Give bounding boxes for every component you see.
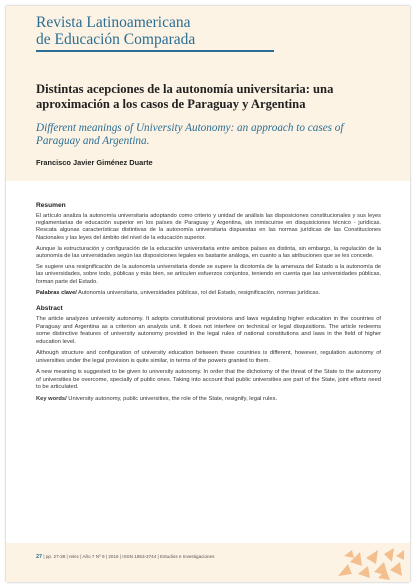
abstract-paragraph-1: The article analyzes university autonomy. It adopts constitutional provisions and laws regulating higher education in the countries of Paraguay and Argentina as a criterion an analysis unit. It does not interfere on technical or legal disquisitions. The article redeems some distinctive features of university autonomy provided in the legal rules of national constitutions and laws in the field of higher education level.	[36, 316, 381, 345]
article-title-en: Different meanings of University Autonomy: an approach to cases of Paraguay and Argentina.	[36, 122, 344, 147]
journal-page	[6, 6, 410, 582]
journal-divider	[36, 50, 274, 52]
resumen-heading: Resumen	[36, 202, 66, 209]
abstract-keywords-label: Key words/	[36, 395, 67, 402]
article-body	[36, 202, 381, 407]
abstract-keywords	[36, 396, 381, 404]
journal-name	[36, 14, 195, 48]
resumen-keywords-label: Palabras clave/	[36, 289, 77, 296]
abstract-keywords-text: University autonomy, public universities, the role of the State, resignify, legal rules.	[66, 395, 278, 402]
journal-name-line-2: de Educación Comparada	[36, 31, 196, 48]
page-footer	[36, 554, 214, 560]
resumen-keywords	[36, 290, 381, 297]
citation-line: | pp. 27-38 | relec | Año 7 Nº 9 | 2016 | ISSN 1853-3744 | Estudios e Investigaciones	[42, 554, 215, 559]
decorative-pattern-icon	[332, 544, 406, 580]
journal-name-line-1: Revista Latinoamericana	[36, 14, 191, 31]
resumen-paragraph-1: El artículo analiza la autonomía universitaria adoptando como criterio y unidad de análisis las disposiciones constitucionales y sus leyes reglamentarias de educación superior en los países de Paraguay y Argentina, sin inmiscuirse en disquisiciones técnico - jurídicas. Rescata algunas características distintivas de la autonomía universitaria dispuestas en las normas jurídicas de las Constituciones Nacionales y las leyes del ámbito del nivel de la educación superior.	[36, 213, 381, 241]
page-number: 27	[36, 554, 43, 560]
resumen-paragraph-2: Aunque la estructuración y configuración de la educación universitaria entre ambos países es distinta, sin embargo, la regulación de la autonomía de las universidades según las disposiciones legales es bastante análoga, en cuanto a las atribuciones que se les concede.	[36, 245, 381, 260]
article-title-es: Distintas acepciones de la autonomía universitaria: una aproximación a los casos de Paraguay y Argentina	[36, 82, 334, 111]
abstract-heading: Abstract	[36, 305, 63, 313]
resumen-paragraph-3: Se sugiere una resignificación de la autonomía universitaria donde se supere la dicotomía de la amenaza del Estado a la autonomía de las universidades, sobre todo, públicas y más bien, se articulen esfuerzos conjuntos, teniendo en cuenta que las universidades públicas, forman parte del Estado.	[36, 264, 381, 285]
abstract-paragraph-3: A new meaning is suggested to be given to university autonomy. In order that the dichotomy of the threat of the State to the autonomy of universities be overcome, specially of public ones. Taking into account that public universities are part of the State, joint efforts need to be articulated.	[36, 369, 381, 391]
resumen-keywords-text: Autonomía universitaria, universidades públicas, rol del Estado, resignificación, normas jurídicas.	[76, 289, 321, 296]
author-name: Francisco Javier Giménez Duarte	[36, 158, 153, 167]
abstract-paragraph-2: Although structure and configuration of university education between these countries is different, however, regulation autonomy of universities under the legal provision is quite similar, in terms of the powers granted to them.	[36, 350, 381, 364]
